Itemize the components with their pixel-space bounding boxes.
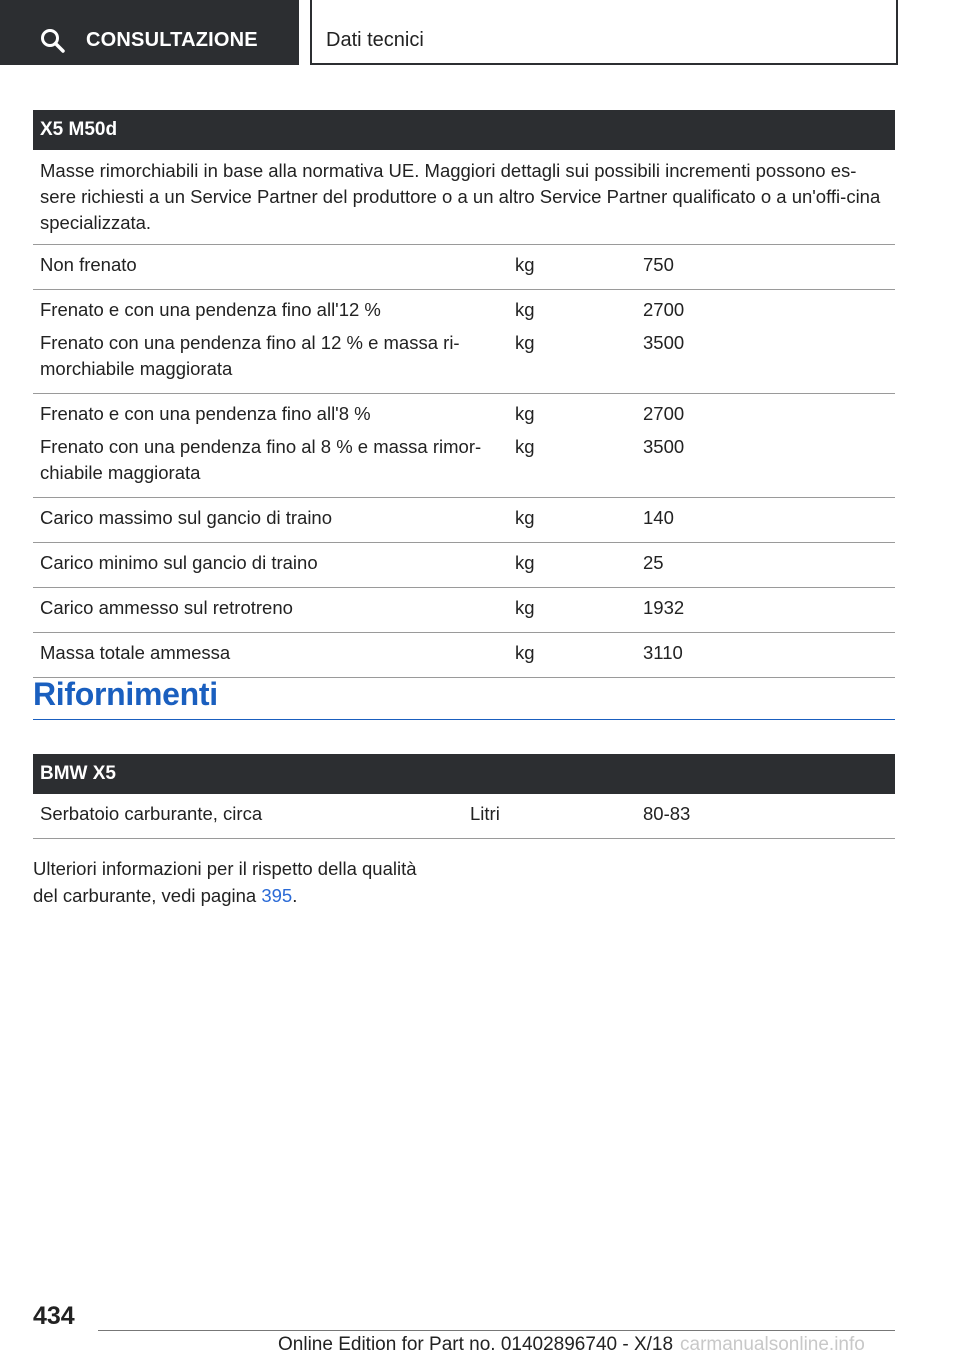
- table-row: [33, 543, 895, 588]
- row-unit: kg: [515, 299, 535, 320]
- header-chapter-box: [310, 0, 898, 65]
- row-value: 2700: [643, 299, 685, 320]
- paragraph-line: Ulteriori informazioni per il rispetto della qualità: [33, 858, 417, 879]
- row-value: 25: [643, 552, 664, 573]
- towing-mass-table: [33, 110, 895, 678]
- table-row: [33, 633, 895, 678]
- row-label: Carico massimo sul gancio di traino: [40, 507, 333, 528]
- row-label: Carico minimo sul gancio di traino: [40, 552, 318, 573]
- row-value-secondary: 3500: [643, 332, 685, 353]
- row-label-secondary: Frenato con una pendenza fino al 8 % e massa rimor-chiabile maggiorata: [40, 436, 482, 483]
- footer-divider: [98, 1330, 895, 1331]
- info-paragraph: [33, 855, 453, 909]
- header-chapter-title: Dati tecnici: [326, 29, 424, 51]
- table-row: [33, 290, 895, 394]
- row-label: Serbatoio carburante, circa: [40, 803, 263, 824]
- table-note: Masse rimorchiabili in base alla normativa UE. Maggiori dettagli sui possibili incrementi possono es-sere richiesti a un Service Partner del produttore o a un altro Service Partner qualificato o a un'offi-cina specializzata.: [33, 150, 895, 245]
- paragraph-end: .: [292, 885, 298, 906]
- table-row: [33, 588, 895, 633]
- row-value: 3110: [643, 642, 683, 663]
- search-icon: [40, 28, 66, 54]
- row-unit-secondary: kg: [515, 436, 535, 457]
- row-value: 2700: [643, 403, 685, 424]
- table-row: [33, 794, 895, 839]
- table-title: X5 M50d: [33, 110, 895, 150]
- row-label-secondary: Frenato con una pendenza fino al 12 % e massa ri-morchiabile maggiorata: [40, 332, 460, 379]
- header-section-label: CONSULTAZIONE: [86, 29, 258, 51]
- paragraph-text: del carburante, vedi pagina: [33, 885, 262, 906]
- table-title: BMW X5: [33, 754, 895, 794]
- refuel-table: [33, 754, 895, 839]
- table-row: [33, 498, 895, 543]
- row-value: 80-83: [643, 803, 691, 824]
- row-unit: kg: [515, 597, 535, 618]
- row-unit: kg: [515, 403, 535, 424]
- row-unit: Litri: [470, 803, 500, 824]
- row-label: Frenato e con una pendenza fino all'12 %: [40, 299, 381, 320]
- row-label: Massa totale ammessa: [40, 642, 231, 663]
- section-divider: [33, 719, 895, 720]
- row-value: 750: [643, 254, 674, 275]
- header-section-tab[interactable]: [0, 0, 299, 65]
- row-label: Non frenato: [40, 254, 137, 275]
- row-unit: kg: [515, 642, 535, 663]
- section-title: Rifornimenti: [33, 676, 218, 712]
- row-unit-secondary: kg: [515, 332, 535, 353]
- paragraph-line: [33, 882, 453, 909]
- row-value-secondary: 3500: [643, 436, 685, 457]
- page-link[interactable]: 395: [261, 885, 293, 906]
- row-unit: kg: [515, 507, 535, 528]
- row-label: Carico ammesso sul retrotreno: [40, 597, 293, 618]
- row-unit: kg: [515, 254, 535, 275]
- row-unit: kg: [515, 552, 535, 573]
- table-row: [33, 394, 895, 498]
- row-value: 140: [643, 507, 674, 528]
- row-label: Frenato e con una pendenza fino all'8 %: [40, 403, 371, 424]
- row-value: 1932: [643, 597, 685, 618]
- table-row: [33, 245, 895, 290]
- watermark: carmanualsonline.info: [680, 1334, 865, 1355]
- footer-edition: Online Edition for Part no. 01402896740 - X/18: [278, 1334, 674, 1355]
- page-number: 434: [33, 1302, 75, 1330]
